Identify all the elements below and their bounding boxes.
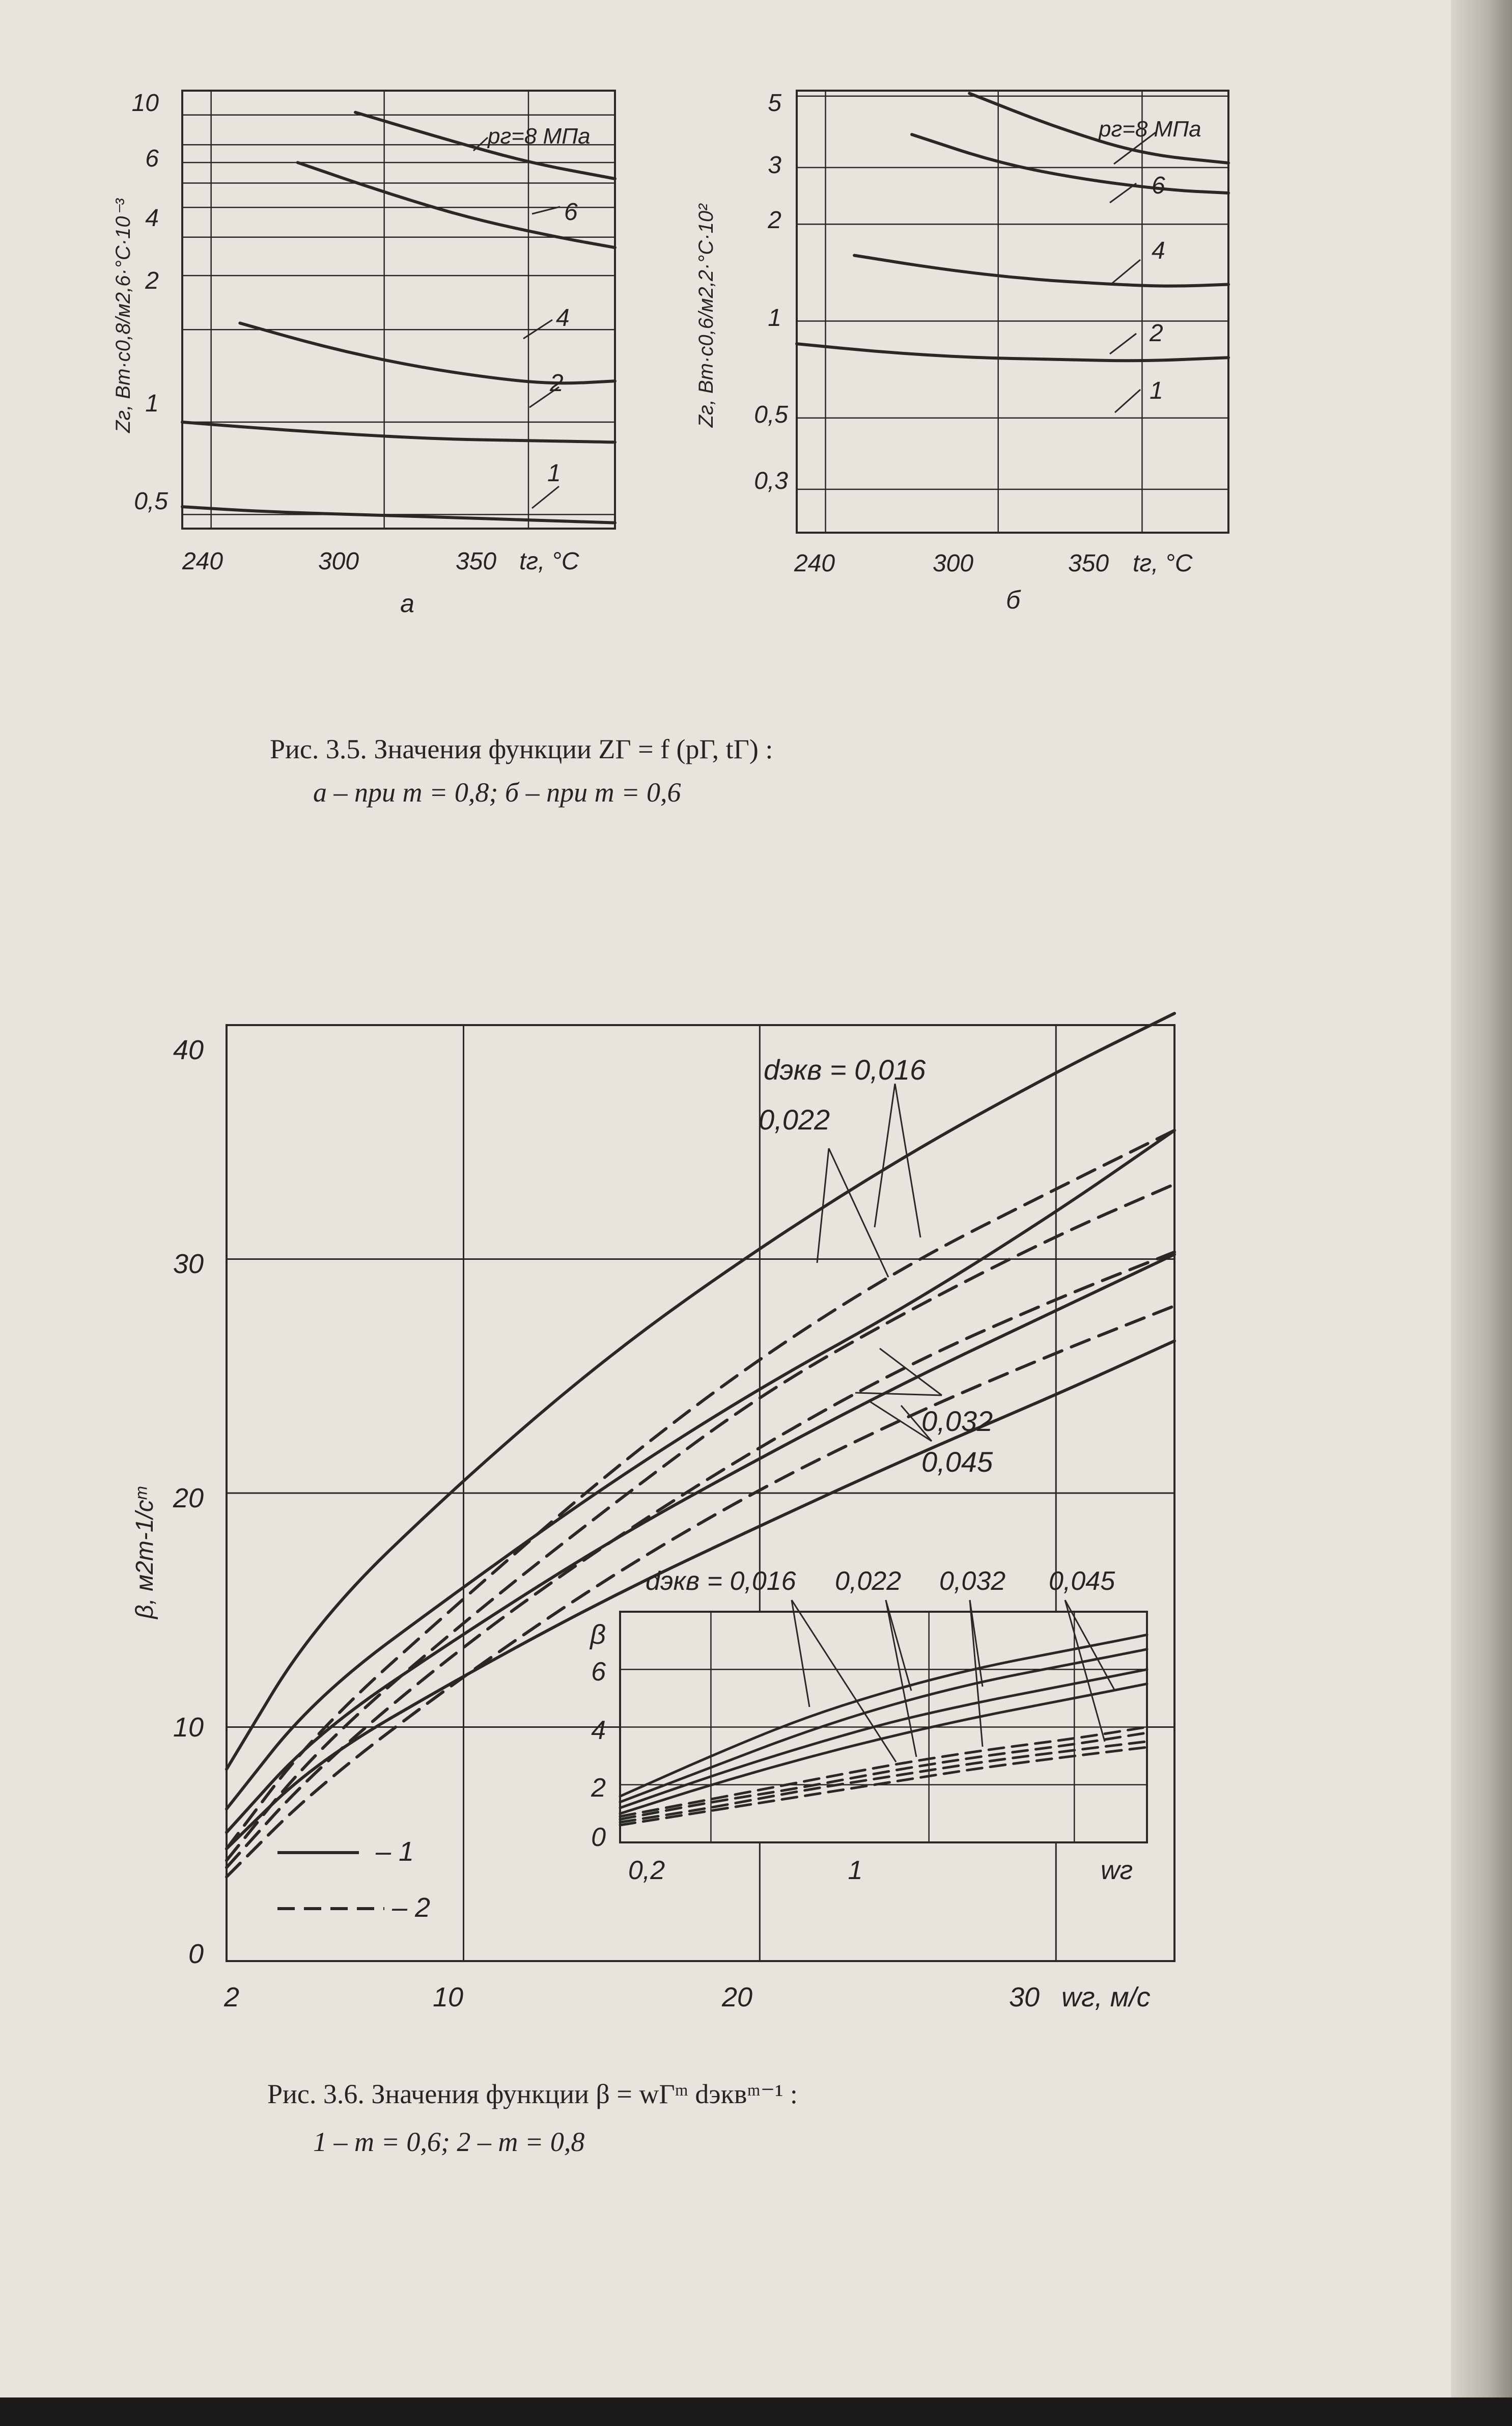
chart-a bbox=[112, 90, 615, 618]
chart-a-ylabel: Zг, Вт·с0,8/м2,6·°C·10⁻³ bbox=[112, 199, 134, 433]
chart-main-ylabel: β, м2m-1/cᵐ bbox=[131, 1487, 158, 1619]
chart-main-d-value: 0,022 bbox=[759, 1104, 830, 1136]
chart-inset-d-value: 0,022 bbox=[835, 1566, 902, 1596]
chart-a-curve-label: 4 bbox=[556, 305, 570, 332]
chart-main-xtick: 20 bbox=[721, 1982, 753, 2013]
fig36-caption-line1: Рис. 3.6. Значения функции β = wГᵐ dэквᵐ⁻¹ : bbox=[267, 2079, 798, 2109]
chart-a-series-line bbox=[182, 422, 615, 443]
chart-inset-ylabel: β bbox=[590, 1619, 606, 1650]
chart-a-ytick: 2 bbox=[145, 267, 159, 294]
chart-inset-ytick: 4 bbox=[591, 1716, 606, 1745]
chart-b-ytick: 5 bbox=[768, 90, 781, 117]
chart-a-ytick: 10 bbox=[131, 90, 159, 117]
chart-inset-d-value: 0,045 bbox=[1049, 1566, 1115, 1596]
chart-b-xtick: 240 bbox=[794, 550, 835, 577]
chart-a-xtick: 240 bbox=[182, 548, 223, 575]
chart-a-curve-label: 2 bbox=[550, 370, 564, 397]
chart-b-series-line bbox=[912, 134, 1228, 193]
chart-main-xtick: 10 bbox=[432, 1982, 464, 2013]
chart-b-panel-label: б bbox=[1005, 586, 1021, 614]
chart-b-pressure-label: pг=8 МПа bbox=[1099, 117, 1201, 142]
chart-inset-d-value: 0,032 bbox=[939, 1566, 1006, 1596]
chart-inset-xtick: 0,2 bbox=[628, 1856, 665, 1885]
chart-inset-ytick: 2 bbox=[591, 1773, 606, 1803]
fig35-caption-line1: Рис. 3.5. Значения функции ZГ = f (pГ, tГ) : bbox=[270, 734, 773, 764]
chart-b-xtick: 350 bbox=[1068, 550, 1109, 577]
chart-main-ytick: 40 bbox=[173, 1035, 204, 1065]
chart-inset bbox=[589, 1566, 1147, 1885]
legend-label: – 1 bbox=[376, 1836, 414, 1867]
chart-main-xtick: 30 bbox=[1009, 1982, 1040, 2013]
chart-a-ytick: 6 bbox=[145, 145, 159, 172]
legend-label: – 2 bbox=[392, 1892, 431, 1923]
chart-main-xtick: 2 bbox=[223, 1982, 240, 2013]
chart-b-ytick: 1 bbox=[768, 305, 781, 332]
chart-main-ytick: 30 bbox=[173, 1249, 204, 1279]
chart-main-d-value: 0,032 bbox=[921, 1405, 993, 1437]
chart-b-curve-label: 2 bbox=[1150, 320, 1163, 347]
chart-inset-xlabel: wг bbox=[1101, 1856, 1133, 1885]
fig35-caption-line2: а – при m = 0,8; б – при m = 0,6 bbox=[313, 777, 681, 808]
chart-a-xtick: 300 bbox=[318, 548, 359, 575]
chart-b-xlabel: tг, °C bbox=[1133, 550, 1193, 577]
chart-b-ytick: 3 bbox=[768, 152, 781, 179]
chart-b-ytick: 0,3 bbox=[754, 467, 788, 494]
chart-a-curve-label: 1 bbox=[547, 460, 561, 487]
chart-a-curve-label: 6 bbox=[564, 199, 578, 226]
chart-main-xlabel: wг, м/с bbox=[1061, 1982, 1151, 2013]
chart-main-ytick: 0 bbox=[188, 1939, 204, 1969]
chart-main-d-value: 0,045 bbox=[921, 1446, 993, 1478]
chart-a-xtick: 350 bbox=[455, 548, 497, 575]
chart-inset-d-label: dэкв = 0,016 bbox=[646, 1566, 796, 1596]
chart-a-ytick: 4 bbox=[145, 205, 159, 232]
chart-main-ytick: 20 bbox=[173, 1483, 204, 1513]
chart-b-ylabel: Zг, Вт·с0,6/м2,2·°C·10² bbox=[695, 204, 717, 428]
chart-b-ytick: 2 bbox=[768, 207, 781, 234]
chart-a-pressure-label: pг=8 МПа bbox=[488, 124, 591, 149]
chart-b-xtick: 300 bbox=[932, 550, 974, 577]
chart-a-ytick: 0,5 bbox=[134, 488, 168, 515]
chart-b-ytick: 0,5 bbox=[754, 401, 788, 428]
chart-b-curve-label: 1 bbox=[1150, 377, 1163, 404]
chart-b bbox=[695, 90, 1228, 614]
chart-b-series-line bbox=[854, 256, 1228, 286]
chart-a-panel-label: а bbox=[400, 589, 414, 618]
chart-b-series-line bbox=[797, 344, 1228, 361]
chart-b-curve-label: 6 bbox=[1152, 172, 1165, 199]
fig36-caption-line2: 1 – m = 0,6; 2 – m = 0,8 bbox=[313, 2127, 585, 2157]
chart-a-ytick: 1 bbox=[145, 390, 159, 417]
chart-inset-ytick: 6 bbox=[591, 1657, 606, 1687]
chart-b-curve-label: 4 bbox=[1152, 237, 1165, 264]
chart-main-ytick: 10 bbox=[173, 1712, 204, 1743]
chart-a-xlabel: tг, °C bbox=[519, 548, 579, 575]
chart-main-d-label: dэкв = 0,016 bbox=[764, 1054, 926, 1086]
chart-inset-ytick: 0 bbox=[591, 1823, 606, 1852]
chart-inset-xtick: 1 bbox=[848, 1856, 863, 1885]
